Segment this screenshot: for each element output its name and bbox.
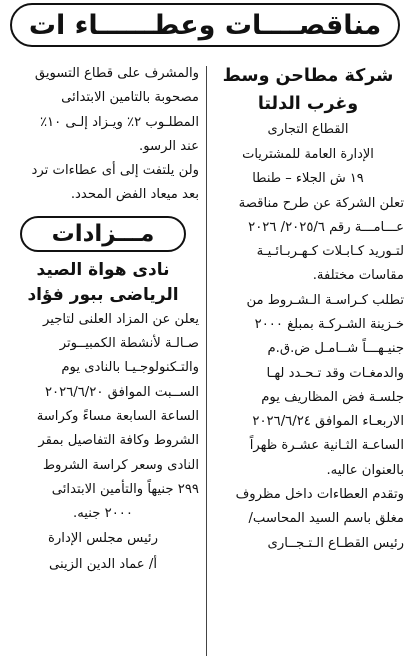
tenders-header-title: مناقصــــات وعطــــــاء ات bbox=[28, 9, 382, 41]
signature-name: أ/ عماد الدين الزينى bbox=[49, 557, 157, 573]
terms-line: الساعـة الثـانية عشـرة ظهراً bbox=[249, 438, 404, 454]
company-address: ١٩ ش الجلاء – طنطا bbox=[252, 171, 364, 186]
submission-line: رئيس القطـاع الـتـجــارى bbox=[267, 535, 404, 551]
continuation-line: مصحوبة بالتامين الابتدائى bbox=[61, 90, 199, 106]
notice-line: بعد ميعاد الفض المحدد. bbox=[70, 187, 199, 203]
division-name: الإدارة العامة للمشتريات bbox=[242, 146, 374, 162]
company-name-line: شركة مطاحن وسط bbox=[222, 66, 394, 86]
club-name-line: نادى هواة الصيد bbox=[36, 259, 170, 280]
department-name: القطاع التجارى bbox=[267, 122, 349, 137]
terms-line: الاربعـاء الموافق ٢٠٢٦/٦/٢٤ bbox=[252, 414, 404, 430]
terms-line: جنيـهـــاً شــامـل ض.ق.م bbox=[267, 341, 404, 357]
terms-line: بالعنوان عاليه. bbox=[326, 462, 404, 478]
auction-body-line: الســبت الموافق ٢٠٢٦/٦/٢٠ bbox=[44, 384, 199, 400]
continuation-line: والمشرف على قطاع التسويق bbox=[34, 66, 199, 81]
left-column bbox=[7, 62, 199, 578]
auction-body-line: ٢٩٩ جنيهاً والتأمين الابتدائى bbox=[51, 481, 199, 497]
continuation-line: المطلـوب ٢٪ ويـزاد إلـى ١٠٪ bbox=[39, 114, 199, 130]
tender-body-line: تعلن الشركة عن طرح مناقصة bbox=[238, 195, 404, 211]
tender-body-line: عـــامـــة رقم ٢٠٢٥/٦/ ٢٠٢٦ bbox=[248, 219, 404, 235]
auction-body-line: ٢٠٠٠ جنيه. bbox=[73, 506, 133, 522]
auctions-header-banner bbox=[20, 216, 186, 252]
terms-line: تطلب كـراسـة الـشـروط من bbox=[246, 292, 404, 308]
signature-title: رئيس مجلس الإدارة bbox=[48, 531, 158, 547]
auction-body-line: صـالـة لأنشطة الكمبيــوتر bbox=[59, 336, 199, 352]
submission-line: مغلق باسم السيد المحاسب/ bbox=[248, 511, 404, 527]
auction-body-line: يعلن عن المزاد العلنى لتاجير bbox=[42, 311, 199, 327]
auctions-header-title: مـــزادات bbox=[51, 220, 155, 247]
continuation-line: عند الرسو. bbox=[139, 138, 199, 154]
terms-line: والدمغـات وقد تـحـدد لهـا bbox=[266, 365, 404, 381]
auction-body-line: والتـكنولوجـيـا بالنادى يوم bbox=[61, 360, 199, 376]
submission-line: وتقدم العطاءات داخل مظروف bbox=[235, 487, 404, 503]
tender-body-line: مقاسات مختلفة. bbox=[312, 268, 404, 284]
terms-line: جلسـة فض المظاريف يوم bbox=[261, 389, 404, 405]
company-name-line: وغرب الدلتا bbox=[257, 94, 359, 114]
auction-body-line: الشروط وكافة التفاصيل بمقر bbox=[38, 433, 199, 449]
terms-line: خـزينة الشـركـة بمبلغ ٢٠٠٠ bbox=[254, 316, 404, 332]
club-name-line: الرياضى ببور فؤاد bbox=[27, 284, 179, 305]
auction-body-line: النادى وسعر كراسة الشروط bbox=[42, 457, 199, 473]
tender-body-line: لتـوريد كـابـلات كـهـربـائـيـة bbox=[256, 244, 404, 260]
tender-ad bbox=[212, 62, 404, 556]
tenders-header-banner bbox=[10, 3, 400, 47]
notice-line: ولن يلتفت إلى أى عطاءات ترد bbox=[31, 163, 199, 179]
column-divider bbox=[206, 66, 207, 656]
auction-body-line: الساعة السابعة مساءً وكراسة bbox=[36, 408, 199, 424]
